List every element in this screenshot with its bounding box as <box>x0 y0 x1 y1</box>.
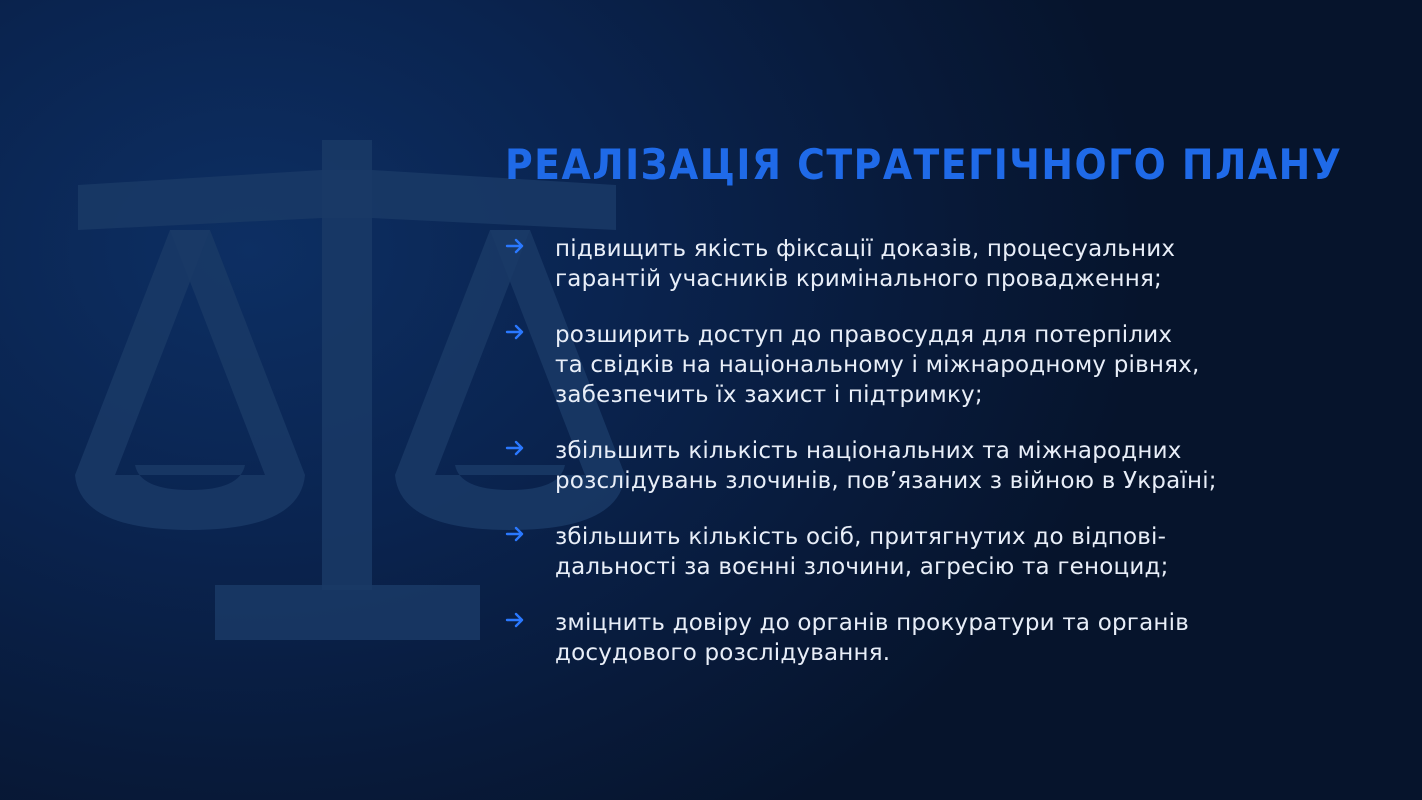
list-item-text: зміцнить довіру до органів прокуратури та органів досудового розслідування. <box>555 610 1189 667</box>
list-item <box>505 234 1365 294</box>
list-item <box>505 608 1365 668</box>
arrow-right-icon <box>505 322 525 342</box>
bullet-list <box>505 234 1365 668</box>
arrow-right-icon <box>505 524 525 544</box>
slide-title: РЕАЛІЗАЦІЯ СТРАТЕГІЧНОГО ПЛАНУ <box>505 140 1343 189</box>
list-item <box>505 522 1365 582</box>
list-item-text: збільшить кількість осіб, притягнутих до відпові- дальності за воєнні злочини, агресію та геноцид; <box>555 524 1169 581</box>
list-item <box>505 436 1365 496</box>
list-item-text: збільшить кількість національних та міжнародних розслідувань злочинів, пов’язаних з війною в Україні; <box>555 438 1217 495</box>
arrow-right-icon <box>505 438 525 458</box>
list-item <box>505 320 1365 410</box>
arrow-right-icon <box>505 236 525 256</box>
arrow-right-icon <box>505 610 525 630</box>
list-item-text: підвищить якість фіксації доказів, процесуальних гарантій учасників кримінального провадження; <box>555 236 1176 293</box>
slide-content <box>505 142 1365 694</box>
list-item-text: розширить доступ до правосуддя для потерпілих та свідків на національному і міжнародному рівнях, забезпечить їх захист і підтримку; <box>555 322 1200 409</box>
